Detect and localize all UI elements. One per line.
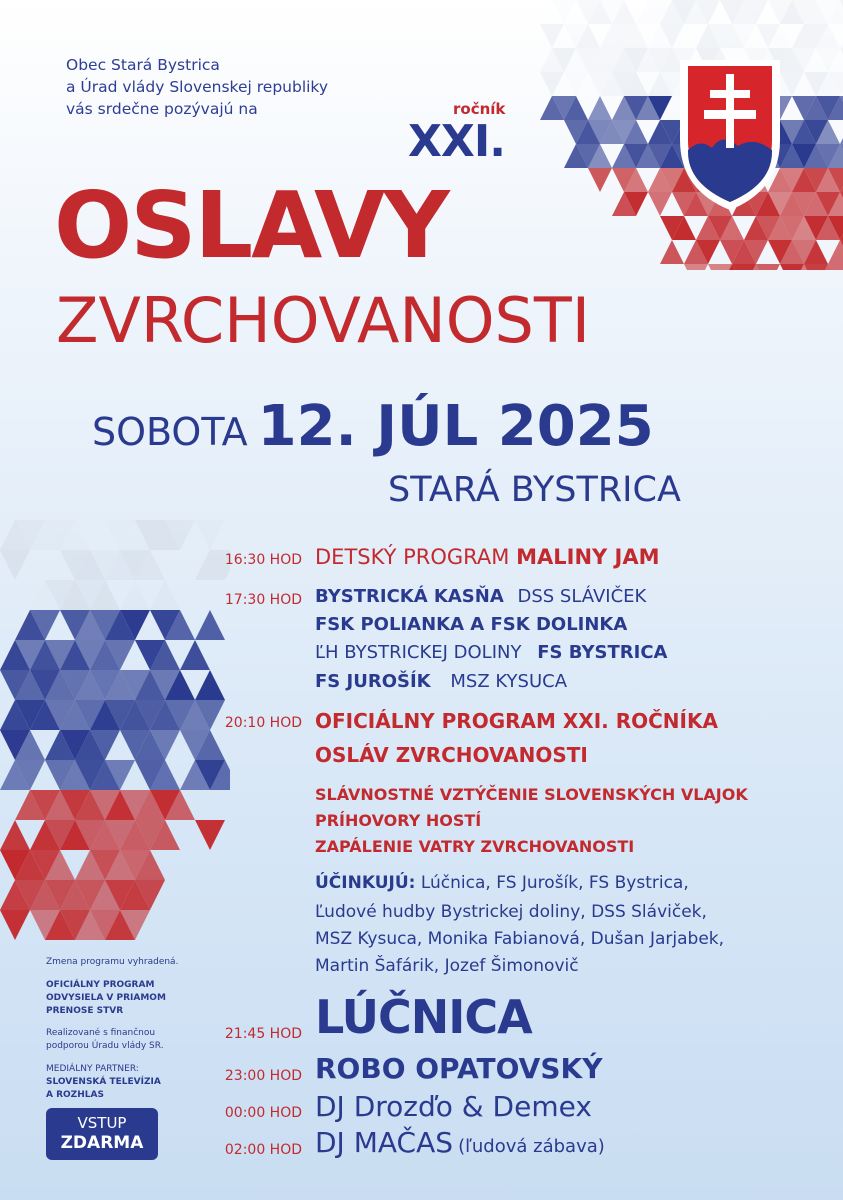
program-text: (ľudová zábava): [458, 1136, 605, 1157]
mosaic-triangle: [660, 240, 684, 264]
program-text: Lúčnica, FS Jurošík, FS Bystrica,: [420, 873, 689, 893]
mosaic-triangle: [648, 192, 672, 216]
note-line: MEDIÁLNY PARTNER:: [46, 1064, 139, 1074]
program-text: MALINY JAM: [516, 545, 660, 569]
program-text: FS BYSTRICA: [537, 642, 668, 663]
note-line: Realizované s finančnou: [46, 1028, 156, 1038]
mosaic-triangle: [195, 520, 225, 550]
mosaic-triangle: [195, 820, 225, 850]
note-line: PRENOSE STVR: [46, 1006, 124, 1016]
intro-line: vás srdečne pozývajú na: [66, 100, 258, 118]
title-oslavy: OSLAVY: [54, 172, 448, 279]
funding-note: [46, 1027, 164, 1053]
program-text: DSS SLÁVIČEK: [517, 586, 647, 607]
triangle-pattern-graphic: [0, 520, 230, 950]
slovak-flag-graphic: [540, 0, 843, 270]
edition-number: XXI.: [408, 116, 505, 167]
mosaic-triangle: [756, 264, 780, 270]
mosaic-triangle: [195, 670, 225, 700]
performers-line: Ľudové hudby Bystrickej doliny, DSS Sláviček,: [315, 902, 707, 922]
time-slot: 20:10 HOD: [224, 715, 302, 731]
program-item: [315, 1126, 605, 1159]
note-line: podporou Úradu vlády SR.: [46, 1041, 164, 1051]
performers-line: MSZ Kysuca, Monika Fabianová, Dušan Jarjabek,: [315, 929, 725, 949]
note-line: SLOVENSKÁ TELEVÍZIA: [46, 1077, 161, 1087]
program-text: FS JUROŠÍK: [315, 671, 431, 692]
broadcast-note: [46, 979, 166, 1018]
badge-line: VSTUP: [77, 1114, 127, 1132]
program-text: DJ MAČAS: [315, 1126, 454, 1159]
mosaic-triangle: [540, 72, 564, 96]
intro-line: Obec Stará Bystrica: [66, 56, 220, 74]
program-item: DJ Drozďo & Demex: [315, 1090, 592, 1123]
program-item: PRÍHOVORY HOSTÍ: [315, 811, 482, 830]
mosaic-triangle: [540, 24, 564, 48]
note-line: A ROZHLAS: [46, 1090, 104, 1100]
mosaic-triangle: [195, 610, 225, 640]
edition-label: ročník: [453, 100, 506, 118]
time-slot: 17:30 HOD: [224, 592, 302, 608]
mosaic-triangle: [0, 550, 30, 580]
mosaic-triangle: [828, 240, 843, 264]
program-item: FSK POLIANKA A FSK DOLINKA: [315, 614, 628, 635]
program-text: MSZ KYSUCA: [450, 671, 568, 692]
note-line: OFICIÁLNY PROGRAM: [46, 980, 155, 990]
mosaic-triangle: [732, 264, 756, 270]
time-slot: 02:00 HOD: [224, 1142, 302, 1158]
program-item: ZAPÁLENIE VATRY ZVRCHOVANOSTI: [315, 837, 635, 856]
mosaic-triangle: [0, 910, 30, 940]
mosaic-triangle: [588, 96, 612, 120]
mosaic-triangle: [180, 640, 210, 670]
mosaic-triangle: [150, 580, 180, 610]
event-date-value: 12. JÚL 2025: [257, 394, 654, 459]
mosaic-triangle: [564, 72, 588, 96]
program-item: [315, 586, 646, 607]
program-item: OSLÁV ZVRCHOVANOSTI: [315, 743, 588, 767]
program-text: ĽH BYSTRICKEJ DOLINY: [315, 642, 522, 663]
performers-line: [315, 873, 689, 893]
program-text: BYSTRICKÁ KASŇA: [315, 586, 504, 607]
time-slot: 16:30 HOD: [224, 552, 302, 568]
free-entry-badge: [46, 1108, 158, 1160]
event-place: STARÁ BYSTRICA: [388, 470, 681, 510]
program-item: [315, 642, 667, 663]
mosaic-triangle: [816, 48, 840, 72]
intro-line: a Úrad vlády Slovenskej republiky: [66, 78, 329, 96]
program-item: ROBO OPATOVSKÝ: [315, 1052, 603, 1085]
note-line: ODVYSIELA V PRIAMOM: [46, 993, 166, 1003]
program-item: [315, 545, 660, 569]
program-text: DETSKÝ PROGRAM: [315, 545, 510, 569]
program-item: OFICIÁLNY PROGRAM XXI. ROČNÍKA: [315, 709, 718, 733]
program-change-note: Zmena programu vyhradená.: [46, 957, 179, 967]
program-item: SLÁVNOSTNÉ VZTÝČENIE SLOVENSKÝCH VLAJOK: [315, 785, 748, 804]
media-partner-note: [46, 1063, 161, 1102]
time-slot: 21:45 HOD: [224, 1026, 302, 1042]
performers-label: ÚČINKUJÚ:: [315, 873, 416, 893]
title-zvrchovanosti: ZVRCHOVANOSTI: [56, 284, 591, 357]
event-date: [92, 394, 654, 459]
event-day: SOBOTA: [92, 410, 248, 454]
mosaic-triangle: [120, 580, 150, 610]
mosaic-triangle: [708, 264, 732, 270]
mosaic-triangle: [804, 264, 828, 270]
badge-line: ZDARMA: [60, 1133, 144, 1153]
mosaic-triangle: [0, 820, 30, 850]
headliner-lucnica: LÚČNICA: [315, 990, 532, 1044]
program-item: [315, 671, 567, 692]
mosaic-triangle: [588, 168, 612, 192]
time-slot: 00:00 HOD: [224, 1105, 302, 1121]
mosaic-triangle: [780, 264, 804, 270]
invitation-text: [66, 54, 328, 120]
mosaic-triangle: [552, 0, 576, 24]
performers-line: Martin Šafárik, Jozef Šimonovič: [315, 956, 579, 976]
mosaic-triangle: [684, 264, 708, 270]
time-slot: 23:00 HOD: [224, 1068, 302, 1084]
